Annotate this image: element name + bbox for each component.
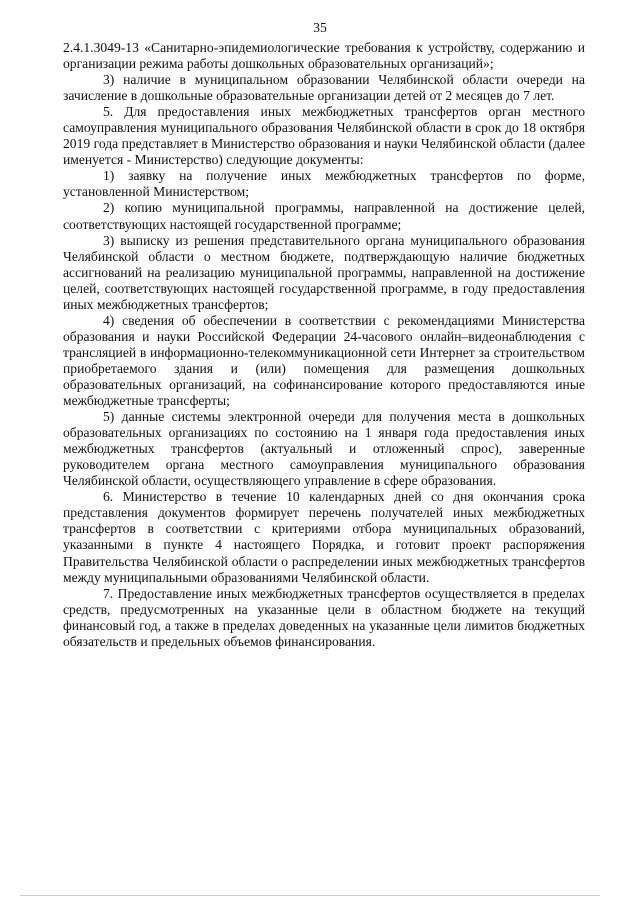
document-body xyxy=(63,40,585,650)
paragraph-8: 5) данные системы электронной очереди для получения места в дошкольных образовательных организациях по состоянию на 1 января года предоставления иных межбюджетных трансфертов (актуальный и отложенный спрос), заверенные руководителем органа местного самоуправления муниципального образования Челябинской области, осуществляющего управление в сфере образования. xyxy=(63,409,585,489)
bottom-rule xyxy=(20,895,600,896)
paragraph-10: 7. Предоставление иных межбюджетных трансфертов осуществляется в пределах средств, предусмотренных на указанные цели в областном бюджете на текущий финансовый год, а также в пределах доведенных на указанные цели лимитов бюджетных обязательств и предельных объемов финансирования. xyxy=(63,585,585,649)
paragraph-9: 6. Министерство в течение 10 календарных дней со дня окончания срока представления документов формирует перечень получателей иных межбюджетных трансфертов в соответствии с критериями отбора муниципальных образований, указанными в пункте 4 настоящего Порядка, и готовит проект распоряжения Правительства Челябинской области о распределении иных межбюджетных трансфертов между муниципальными образованиями Челябинской области. xyxy=(63,489,585,585)
page-number: 35 xyxy=(313,20,327,35)
paragraph-2: 3) наличие в муниципальном образовании Челябинской области очереди на зачисление в дошкольные образовательные организации детей от 2 месяцев до 7 лет. xyxy=(63,72,585,104)
paragraph-3: 5. Для предоставления иных межбюджетных трансфертов орган местного самоуправления муниципального образования Челябинской области в срок до 18 октября 2019 года представляет в Министерство образования и науки Челябинской области (далее именуется - Министерство) следующие документы: xyxy=(63,104,585,168)
paragraph-7: 4) сведения об обеспечении в соответствии с рекомендациями Министерства образования и науки Российской Федерации 24-часового онлайн–видеонаблюдения с трансляцией в информационно-телекоммуникационной сети Интернет за строительством приобретаемого здания и (или) помещения для размещения дошкольных образовательных организаций, на софинансирование которого предоставляются иные межбюджетные трансферты; xyxy=(63,312,585,409)
paragraph-6: 3) выписку из решения представительного органа муниципального образования Челябинской области о местном бюджете, подтверждающую наличие бюджетных ассигнований на реализацию муниципальной программы, направленной на достижение целей, соответствующих настоящей государственной программе, в году предоставления иных межбюджетных трансфертов; xyxy=(63,232,585,312)
paragraph-4: 1) заявку на получение иных межбюджетных трансфертов по форме, установленной Министерством; xyxy=(63,168,585,200)
paragraph-1: 2.4.1.3049-13 «Санитарно-эпидемиологические требования к устройству, содержанию и организации режима работы дошкольных образовательных организаций»; xyxy=(63,40,585,72)
paragraph-5: 2) копию муниципальной программы, направленной на достижение целей, соответствующих настоящей государственной программе; xyxy=(63,200,585,232)
